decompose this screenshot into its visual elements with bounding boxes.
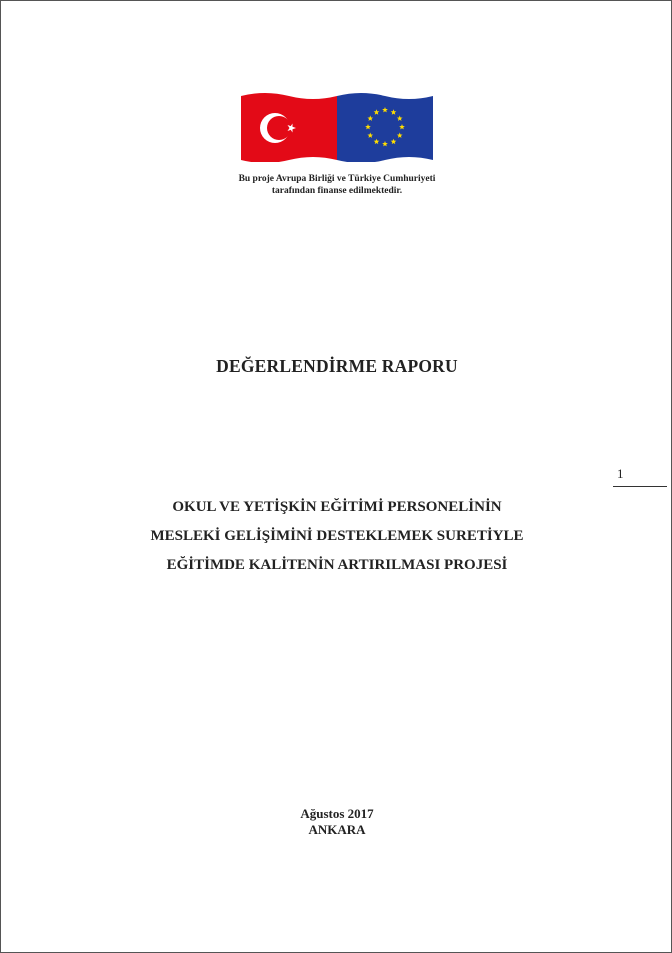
page-number: 1 [617,466,624,481]
project-title-line-1: OKUL VE YETİŞKİN EĞİTİMİ PERSONELİNİN [172,499,502,515]
funding-note-line-1: Bu proje Avrupa Birliği ve Türkiye Cumhuriyeti [238,174,436,184]
footer [1,806,672,838]
footer-date: Ağustos 2017 [300,806,374,821]
eu-flag-icon [337,93,433,162]
footer-city: ANKARA [308,822,366,837]
funding-note-line-2: tarafından finanse edilmektedir. [271,186,403,196]
turkey-flag-icon [241,93,337,162]
project-title-line-3: EĞİTİMDE KALİTENİN ARTIRILMASI PROJESİ [166,557,508,573]
turkey-eu-flags-icon [241,90,433,162]
project-title [1,493,672,580]
project-title-line-2: MESLEKİ GELİŞİMİNİ DESTEKLEMEK SURETİYLE [150,528,524,544]
page-number-rule [613,486,667,487]
funding-note [1,173,672,197]
report-title: DEĞERLENDİRME RAPORU [216,356,458,376]
